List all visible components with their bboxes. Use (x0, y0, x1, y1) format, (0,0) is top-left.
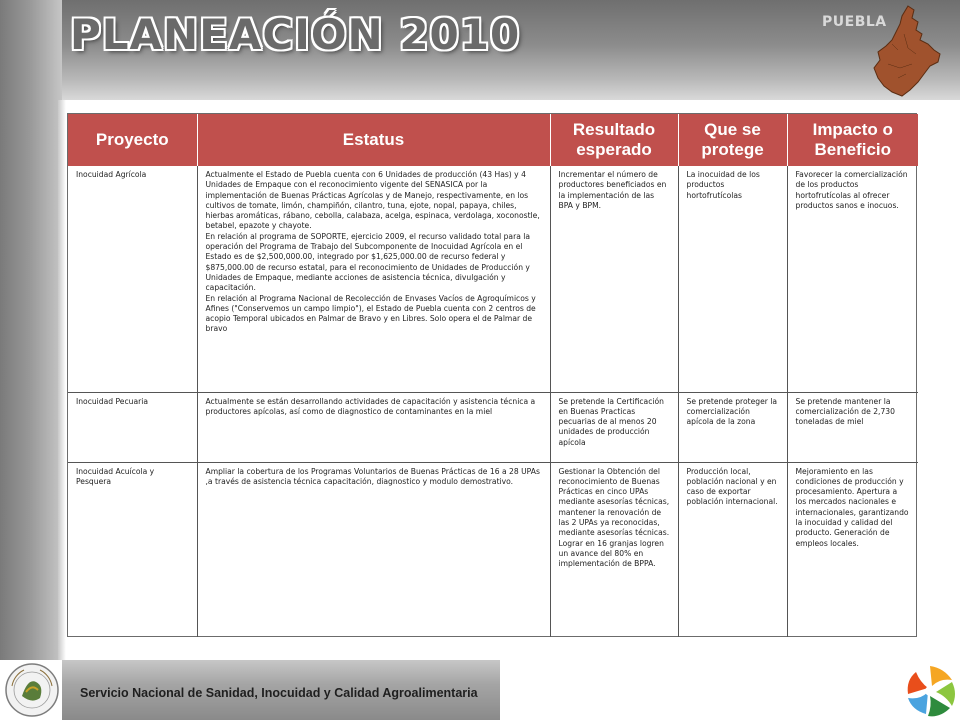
left-decorative-strip (0, 0, 62, 660)
column-header-estatus: Estatus (197, 114, 550, 166)
cell-impacto: Se pretende mantener la comercialización de 2,730 toneladas de miel (787, 392, 918, 462)
cell-protege: La inocuidad de los productos hortofrutícolas (678, 166, 787, 392)
footer-agency-name: Servicio Nacional de Sanidad, Inocuidad y Calidad Agroalimentaria (80, 686, 478, 700)
agency-leaf-logo-icon (900, 660, 960, 720)
state-label: PUEBLA (822, 14, 887, 30)
cell-impacto: Mejoramiento en las condiciones de producción y procesamiento. Apertura a los mercados nacionales e internacionales, garantizando la inocuidad y calidad del producto. Generación de empleos locales. (787, 462, 918, 637)
table-row (68, 166, 918, 392)
cell-protege: Se pretende proteger la comercialización apícola de la zona (678, 392, 787, 462)
column-header-protege: Que se protege (678, 114, 787, 166)
page-title: PLANEACIÓN 2010 (70, 10, 521, 59)
cell-resultado: Se pretende la Certificación en Buenas Practicas pecuarias de al menos 20 unidades de producción apícola (550, 392, 678, 462)
cell-resultado: Gestionar la Obtención del reconocimiento de Buenas Prácticas en cinco UPAs mediante asesorías técnicas, mantener la renovación de las 2 UPAs ya reconocidas, mediante asesorías técnicas. Lograr en 16 granjas logren un avance del 80% en implementación de BPPA. (550, 462, 678, 637)
cell-resultado: Incrementar el número de productores beneficiados en la implementación de las BPA y BPM. (550, 166, 678, 392)
table-row (68, 392, 918, 462)
cell-estatus: Actualmente el Estado de Puebla cuenta con 6 Unidades de producción (43 Has) y 4 Unidades de Empaque con el reconocimiento vigente del SENASICA por la implementación de Buenas Prácticas Agrícolas y de Manejo, respectivamente, en los cultivos de tomate, limón, champiñón, cilantro, tuna, ejote, nopal, papaya, chiles, hierbas aromáticas, rábano, cebolla, calabaza, acelga, espinaca, verdolaga, xoconostle, betabel, epazote y chayote. En relación al programa de SOPORTE, ejercicio 2009, el recurso validado total para la operación del Programa de Trabajo del Subcomponente de Inocuidad Agrícola en el Estado es de $2,500,000.00, integrado por $1,625,000.00 de recurso federal y $875,000.00 de recurso estatal, para el reconocimiento de Unidades de Producción y Unidades de Empaque, mediante acciones de asistencia técnica, divulgación y capacitación. En relación al Programa Nacional de Recolección de Envases Vacíos de Agroquímicos y Afines ("Conservemos un campo limpio"), el Estado de Puebla cuenta con 2 centros de acopio Temporal ubicados en Palmar de Bravo y en Libres. Solo opera el de Palmar de bravo (197, 166, 550, 392)
puebla-state-map-icon (868, 4, 948, 100)
cell-estatus: Ampliar la cobertura de los Programas Voluntarios de Buenas Prácticas de 16 a 28 UPAs ,a través de asistencia técnica capacitación, diagnostico y modulo demostrativo. (197, 462, 550, 637)
senasica-seal-icon (4, 662, 60, 718)
cell-protege: Producción local, población nacional y en caso de exportar población internacional. (678, 462, 787, 637)
cell-estatus: Actualmente se están desarrollando actividades de capacitación y asistencia técnica a productores apícolas, así como de diagnostico de contaminantes en la miel (197, 392, 550, 462)
column-header-impacto: Impacto o Beneficio (787, 114, 918, 166)
planning-table (67, 113, 917, 637)
left-strip-highlight (58, 100, 66, 660)
cell-impacto: Favorecer la comercialización de los productos hortofrutícolas al ofrecer productos sanos e inocuos. (795, 170, 908, 210)
column-header-proyecto: Proyecto (68, 114, 197, 166)
table-row (68, 462, 918, 637)
cell-proyecto: Inocuidad Acuícola y Pesquera (68, 462, 197, 637)
cell-proyecto: Inocuidad Agrícola (68, 166, 197, 392)
cell-proyecto: Inocuidad Pecuaria (68, 392, 197, 462)
column-header-resultado: Resultado esperado (550, 114, 678, 166)
